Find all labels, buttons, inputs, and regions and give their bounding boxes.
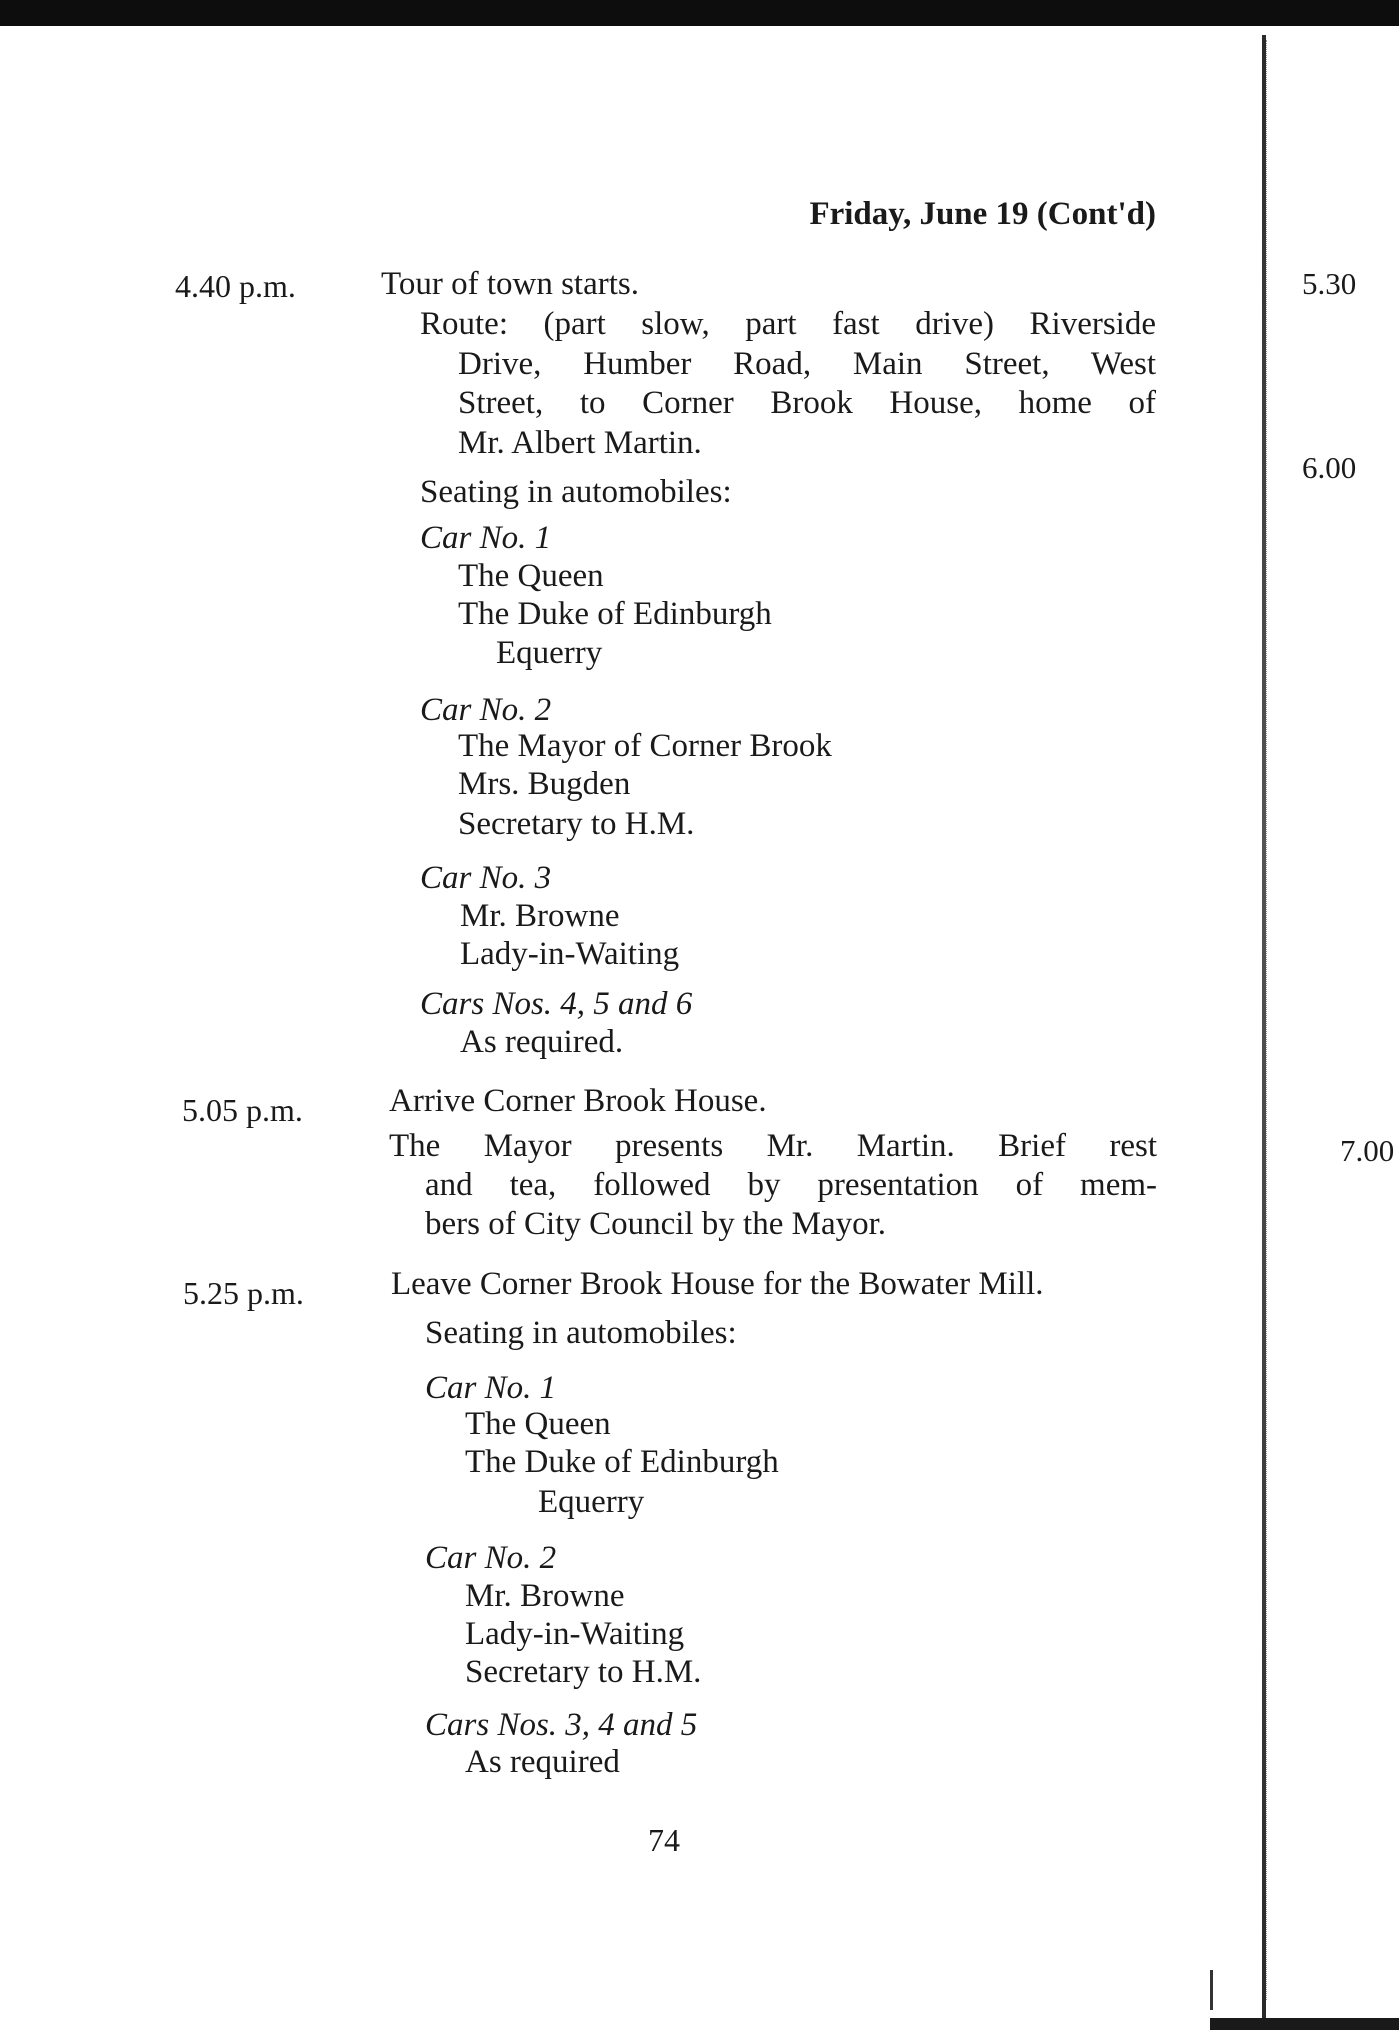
car-occupant: Mrs. Bugden	[458, 766, 631, 802]
scan-bottom-corner	[1210, 2018, 1399, 2043]
entry-text-line: bers of City Council by the Mayor.	[425, 1206, 887, 1242]
car-occupant: The Mayor of Corner Brook	[458, 728, 832, 764]
entry-heading: Arrive Corner Brook House.	[389, 1083, 767, 1119]
entry-time: 4.40 p.m.	[175, 268, 296, 304]
seating-label: Seating in automobiles:	[420, 474, 732, 510]
route-line: Street, to Corner Brook House, home of	[458, 385, 1156, 421]
scan-bottom-tick	[1210, 1970, 1213, 2010]
car-label: Car No. 2	[425, 1540, 557, 1576]
car-label: Car No. 3	[420, 860, 552, 896]
entry-text-line: The Mayor presents Mr. Martin. Brief rest	[389, 1128, 1157, 1164]
page-header: Friday, June 19 (Cont'd)	[809, 196, 1156, 232]
page-number: 74	[648, 1822, 680, 1858]
car-occupant: Secretary to H.M.	[458, 806, 695, 842]
car-label: Cars Nos. 3, 4 and 5	[425, 1707, 698, 1743]
car-occupant: The Queen	[465, 1406, 611, 1442]
facing-page-time: 5.30	[1302, 266, 1357, 301]
car-occupant: The Duke of Edinburgh	[465, 1444, 779, 1480]
entry-time: 5.05 p.m.	[182, 1092, 303, 1128]
facing-page-time: 6.00	[1302, 450, 1357, 485]
car-occupant: Secretary to H.M.	[465, 1654, 702, 1690]
car-occupant: Equerry	[538, 1484, 645, 1520]
facing-page-time: 7.00	[1340, 1133, 1395, 1168]
car-occupant: The Duke of Edinburgh	[458, 596, 772, 632]
entry-heading: Tour of town starts.	[381, 266, 639, 302]
car-occupant: As required.	[460, 1024, 624, 1060]
car-occupant: Equerry	[496, 635, 603, 671]
car-occupant: Lady-in-Waiting	[465, 1616, 685, 1652]
page-gutter-shadow	[1266, 40, 1268, 2000]
entry-heading: Leave Corner Brook House for the Bowater Mill.	[391, 1266, 1044, 1302]
seating-label: Seating in automobiles:	[425, 1315, 737, 1351]
route-line: Drive, Humber Road, Main Street, West	[458, 346, 1156, 382]
route-line: Mr. Albert Martin.	[458, 425, 702, 461]
scan-top-edge	[0, 0, 1399, 26]
entry-text-line: and tea, followed by presentation of mem-	[425, 1167, 1157, 1203]
car-label: Cars Nos. 4, 5 and 6	[420, 986, 693, 1022]
car-occupant: As required	[465, 1744, 620, 1780]
car-occupant: Mr. Browne	[460, 898, 620, 934]
car-label: Car No. 1	[420, 520, 552, 556]
car-occupant: Mr. Browne	[465, 1578, 625, 1614]
car-occupant: Lady-in-Waiting	[460, 936, 680, 972]
entry-time: 5.25 p.m.	[183, 1275, 304, 1311]
route-line: Route: (part slow, part fast drive) Riverside	[420, 306, 1156, 342]
car-label: Car No. 1	[425, 1370, 557, 1406]
car-occupant: The Queen	[458, 558, 604, 594]
car-label: Car No. 2	[420, 692, 552, 728]
